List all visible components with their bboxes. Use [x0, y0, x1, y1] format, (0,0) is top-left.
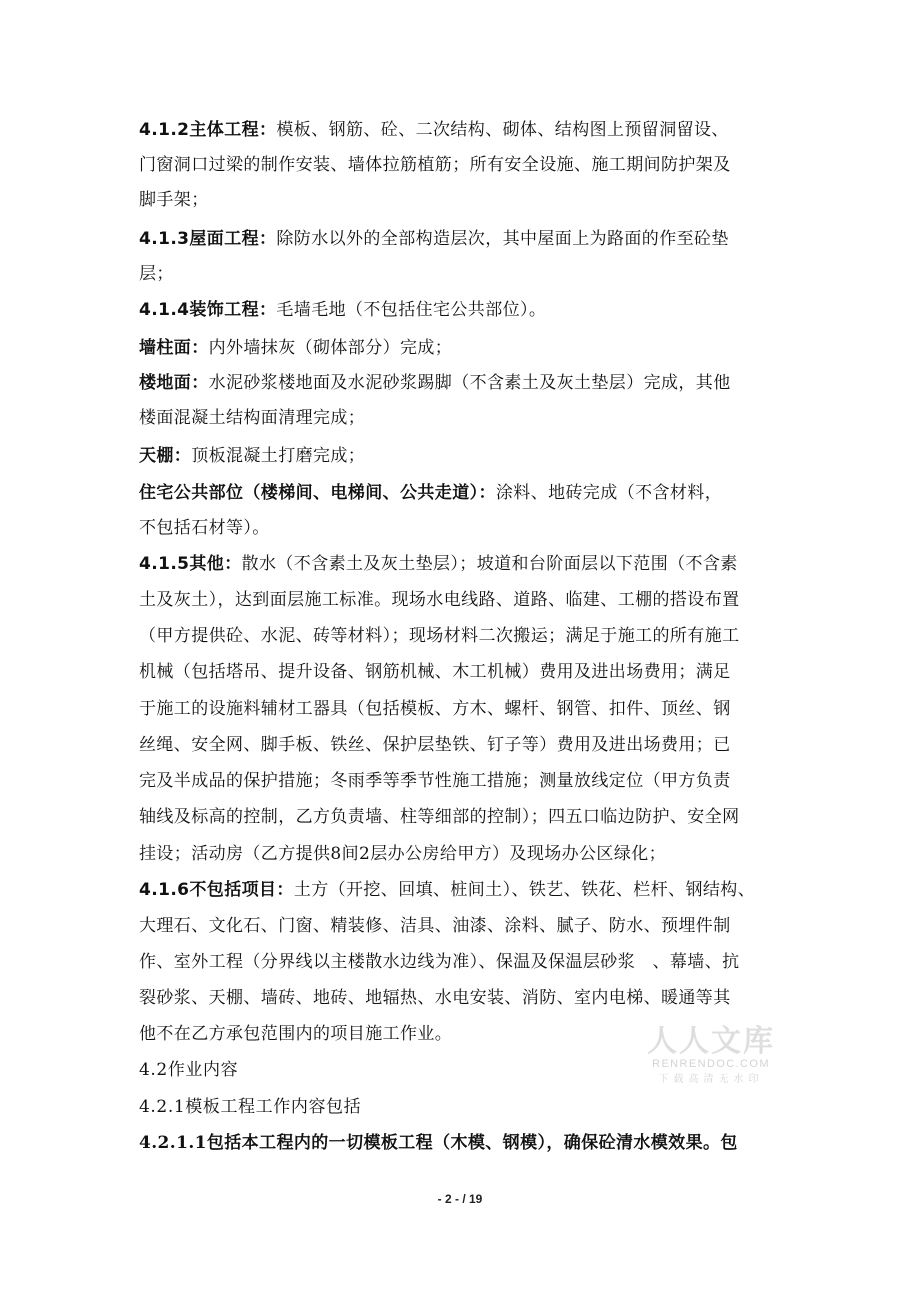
section-4-1-5-line-8: 轴线及标高的控制，乙方负责墙、柱等细部的控制）；四五口临边防护、安全网: [139, 807, 740, 827]
section-4-1-2-line-2: 门窗洞口过梁的制作安装、墙体拉筋植筋；所有安全设施、施工期间防护架及: [139, 155, 731, 175]
watermark-title: 人人文库: [647, 1024, 775, 1059]
wall-column-line: 墙柱面：内外墙抹灰（砌体部分）完成；: [139, 338, 453, 358]
section-4-1-2-line-1: 4.1.2主体工程：模板、钢筋、砼、二次结构、砌体、结构图上预留洞留设、: [139, 120, 729, 140]
section-4-2-1-heading: 4.2.1模板工程工作内容包括: [139, 1097, 362, 1117]
section-4-1-5-line-6: 丝绳、安全网、脚手板、铁丝、保护层垫铁、钉子等）费用及进出场费用；已: [139, 735, 731, 755]
section-4-1-3-heading: 4.1.3屋面工程：: [139, 229, 277, 249]
section-4-1-6-heading: 4.1.6不包括项目：: [139, 880, 294, 900]
floor-heading: 楼地面：: [139, 373, 209, 393]
section-4-1-5-line-1: 4.1.5其他：散水（不含素土及灰土垫层）；坡道和台阶面层以下范围（不含素: [139, 554, 738, 574]
section-4-1-5-heading: 4.1.5其他：: [139, 554, 242, 574]
section-4-1-6-line-2: 大理石、文化石、门窗、精装修、洁具、油漆、涂料、腻子、防水、预埋件制: [139, 916, 731, 936]
floor-line-2: 楼面混凝土结构面清理完成；: [139, 408, 366, 428]
section-4-1-3-line-1: 4.1.3屋面工程：除防水以外的全部构造层次，其中屋面上为路面的作至砼垫: [139, 229, 729, 249]
page-number-footer: - 2 - / 19: [437, 1192, 483, 1206]
section-4-1-6-line-3: 作、室外工程（分界线以主楼散水边线为准）、保温及保温层砂浆 、幕墙、抗: [139, 952, 740, 972]
section-4-1-6-line-5: 他不在乙方承包范围内的项目施工作业。: [139, 1024, 453, 1044]
section-4-1-5-line-3: （甲方提供砼、水泥、砖等材料）；现场材料二次搬运；满足于施工的所有施工: [139, 626, 740, 646]
section-4-2-heading: 4.2作业内容: [139, 1060, 239, 1080]
wall-column-heading: 墙柱面：: [139, 338, 209, 358]
section-4-2-1-1-line-1: 4.2.1.1包括本工程内的一切模板工程（木模、钢模），确保砼清水模效果。包: [139, 1133, 738, 1153]
section-4-1-3-line-2: 层；: [139, 264, 174, 284]
watermark-slogan: 下载高清无水印: [658, 1074, 764, 1085]
section-4-1-2-heading: 4.1.2主体工程：: [139, 120, 277, 140]
section-4-1-6-line-4: 裂砂浆、天棚、墙砖、地砖、地辐热、水电安装、消防、室内电梯、暖通等其: [139, 988, 731, 1008]
public-area-line-2: 不包括石材等）。: [139, 518, 270, 538]
section-4-1-4-heading: 4.1.4装饰工程：: [139, 300, 277, 320]
section-4-1-5-line-7: 完及半成品的保护措施；冬雨季等季节性施工措施；测量放线定位（甲方负责: [139, 771, 731, 791]
section-4-1-2-line-3: 脚手架；: [139, 190, 209, 210]
watermark-logo: [636, 1016, 786, 1085]
section-4-1-5-line-9: 挂设；活动房（乙方提供8间2层办公房给甲方）及现场办公区绿化；: [139, 844, 667, 864]
watermark-domain: RENRENDOC.COM: [652, 1058, 770, 1070]
section-4-1-4-line-1: 4.1.4装饰工程：毛墙毛地（不包括住宅公共部位）。: [139, 300, 547, 320]
ceiling-line: 天棚：顶板混凝土打磨完成；: [139, 446, 366, 466]
section-4-1-5-line-2: 土及灰土），达到面层施工标准。现场水电线路、道路、临建、工棚的搭设布置: [139, 590, 740, 610]
floor-line-1: 楼地面：水泥砂浆楼地面及水泥砂浆踢脚（不含素土及灰土垫层）完成，其他: [139, 373, 731, 393]
section-4-1-5-line-4: 机械（包括塔吊、提升设备、钢筋机械、木工机械）费用及进出场费用；满足: [139, 662, 731, 682]
section-4-1-5-line-5: 于施工的设施料辅材工器具（包括模板、方木、螺杆、钢管、扣件、顶丝、钢: [139, 699, 731, 719]
section-4-1-6-line-1: 4.1.6不包括项目：土方（开挖、回填、桩间土）、铁艺、铁花、栏杆、钢结构、: [139, 880, 756, 900]
public-area-line-1: 住宅公共部位（楼梯间、电梯间、公共走道）：涂料、地砖完成（不含材料，: [139, 483, 723, 503]
public-area-heading: 住宅公共部位（楼梯间、电梯间、公共走道）：: [139, 483, 496, 503]
ceiling-heading: 天棚：: [139, 446, 192, 466]
